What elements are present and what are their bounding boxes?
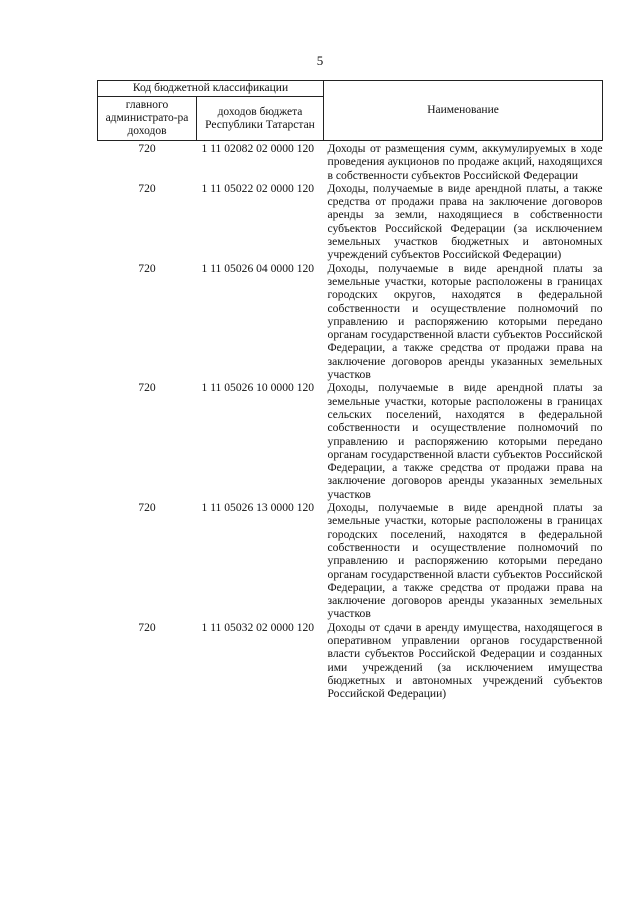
table-row <box>98 381 603 501</box>
table-row <box>98 621 603 701</box>
table-row <box>98 501 603 621</box>
budget-code-cell: 1 11 05026 10 0000 120 <box>201 381 315 395</box>
page-number: 5 <box>316 53 324 68</box>
revenue-name-cell: Доходы, получаемые в виде арендной платы за земельные участки, которые расположены в границах городских поселений, находятся в федеральной собственности и осуществление полномочий по управлению и распоряжению которыми передано органам государственной власти субъектов Российской Федерации, а также средства от продажи права на заключение договоров аренды указанных земельных участков <box>327 501 603 621</box>
admin-code-cell: 720 <box>138 381 156 395</box>
budget-code-cell: 1 11 05026 13 0000 120 <box>201 501 315 515</box>
budget-code-cell: 1 11 05022 02 0000 120 <box>201 181 315 195</box>
table-header <box>98 81 603 141</box>
admin-code-cell: 720 <box>138 501 156 515</box>
header-group-title: Код бюджетной классификации <box>98 81 324 97</box>
admin-code-cell: 720 <box>138 261 156 275</box>
header-name-column: Наименование <box>324 81 603 141</box>
header-admin-column: главного администрато-ра доходов <box>98 97 197 141</box>
revenue-name-cell: Доходы, получаемые в виде арендной платы за земельные участки, которые расположены в границах сельских поселений, находятся в федеральной собственности и осуществление полномочий по управлению и распоряжению которыми передано органам государственной власти субъектов Российской Федерации, а также средства от продажи права на заключение договоров аренды указанных земельных участков <box>327 381 603 501</box>
revenue-name-cell: Доходы от сдачи в аренду имущества, находящегося в оперативном управлении органов государственной власти субъектов Российской Федерации и созданных ими учреждений (за исключением имущества бюджетных и автономных учреждений субъектов Российской Федерации) <box>327 620 603 701</box>
revenue-name-cell: Доходы, получаемые в виде арендной платы, а также средства от продажи права на заключение договоров аренды за земли, находящиеся в собственности субъектов Российской Федерации (за исключением земельных участков бюджетных и автономных учреждений субъектов Российской Федерации) <box>327 181 603 262</box>
table-row <box>98 262 603 382</box>
budget-code-cell: 1 11 05032 02 0000 120 <box>201 620 315 634</box>
admin-code-cell: 720 <box>138 620 156 634</box>
table-row <box>98 141 603 182</box>
table-body <box>98 141 603 701</box>
revenue-name-cell: Доходы от размещения сумм, аккумулируемых в ходе проведения аукционов по продаже акций, находящихся в собственности субъектов Российской Федерации <box>327 142 603 182</box>
table-row <box>98 182 603 262</box>
revenue-name-cell: Доходы, получаемые в виде арендной платы за земельные участки, которые расположены в границах городских округов, находятся в федеральной собственности и осуществление полномочий по управлению и распоряжению которыми передано органам государственной власти субъектов Российской Федерации, а также средства от продажи права на заключение договоров аренды указанных земельных участков <box>327 261 603 382</box>
header-code-column: доходов бюджета Республики Татарстан <box>197 97 324 141</box>
budget-code-cell: 1 11 02082 02 0000 120 <box>201 142 315 155</box>
budget-classification-table <box>97 80 603 700</box>
admin-code-cell: 720 <box>138 181 156 195</box>
admin-code-cell: 720 <box>138 142 156 155</box>
budget-code-cell: 1 11 05026 04 0000 120 <box>201 261 315 275</box>
